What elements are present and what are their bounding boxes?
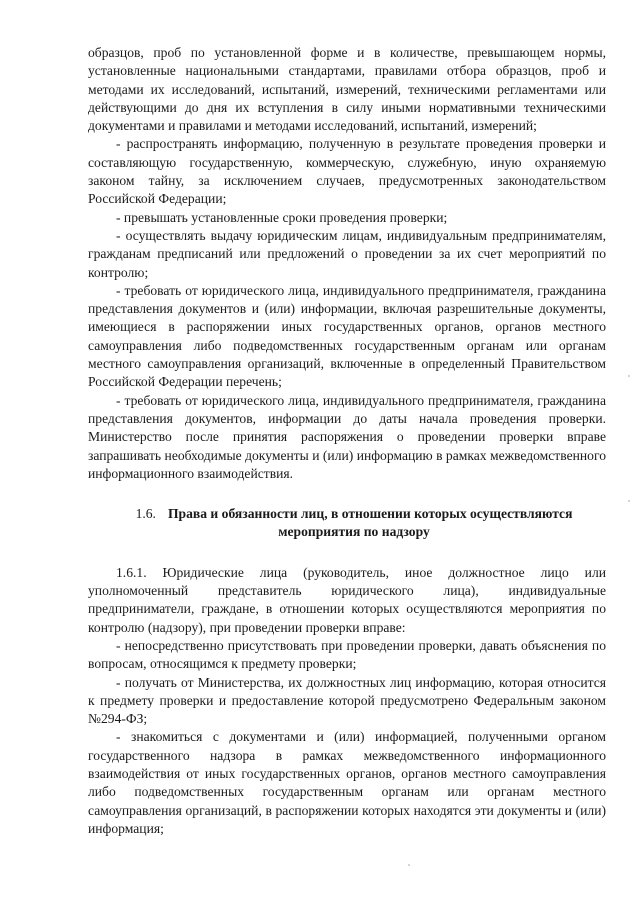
paragraph: - превышать установленные сроки проведения проверки; [116, 209, 448, 225]
section-heading [88, 505, 606, 542]
paragraph: - распространять информацию, полученную в результате проведения проверки и составляющую государственную, коммерческую, служебную, иную охраняемую законом тайну, за исключением случаев, предусмотренных законодательством Российской Федерации; [88, 136, 606, 207]
document-body [88, 44, 606, 838]
section-number: 1.6. [135, 506, 156, 522]
paragraph: - получать от Министерства, их должностных лиц информацию, которая относится к предмету проверки и предоставление которой предусмотрено Федеральным законом №294-ФЗ; [88, 674, 606, 727]
paragraph: - требовать от юридического лица, индивидуального предпринимателя, гражданина представления документов, информации до даты начала проведения проверки. Министерство после принятия распоряжения о проведении проверки вправе запрашивать необходимые документы и (или) информацию в рамках межведомственного информационного взаимодействия. [88, 392, 606, 481]
paragraph: - непосредственно присутствовать при проведении проверки, давать объяснения по вопросам, относящимся к предмету проверки; [88, 637, 606, 672]
section-title: Права и обязанности лиц, в отношении которых осуществляются мероприятия по надзору [167, 506, 573, 540]
paragraph: образцов, проб по установленной форме и в количестве, превышающем нормы, установленные национальными стандартами, правилами отбора образцов, проб и методами их исследований, испытаний, измерений, техническими регламентами или действующими до дня их вступления в силу иными нормативными техническими документами и правилами и методами исследований, испытаний, измерений; [88, 45, 606, 134]
paragraph: - требовать от юридического лица, индивидуального предпринимателя, гражданина представления документов и (или) информации, включая разрешительные документы, имеющиеся в распоряжении иных государственных органов, органов местного самоуправления либо подведомственных государственным органам или органам местного самоуправления организаций, включенные в определенный Правительством Российской Федерации перечень; [88, 282, 606, 390]
paragraph: 1.6.1. Юридические лица (руководитель, иное должностное лицо или уполномоченный представитель юридического лица), индивидуальные предприниматели, граждане, в отношении которых осуществляются мероприятия по контролю (надзору), при проведении проверки вправе: [88, 564, 606, 635]
paragraph: - осуществлять выдачу юридическим лицам, индивидуальным предпринимателям, гражданам предписаний или предложений о проведении за их счет мероприятий по контролю; [88, 227, 606, 280]
scan-speck [408, 864, 410, 866]
scan-speck [628, 375, 630, 377]
paragraph: - знакомиться с документами и (или) информацией, полученными органом государственного надзора в рамках межведомственного информационного взаимодействия от иных государственных органов, органов местного самоуправления либо подведомственных государственным органам или органам местного самоуправления организаций, в распоряжении которых находятся эти документы и (или) информация; [88, 729, 606, 836]
scan-speck [628, 500, 630, 502]
